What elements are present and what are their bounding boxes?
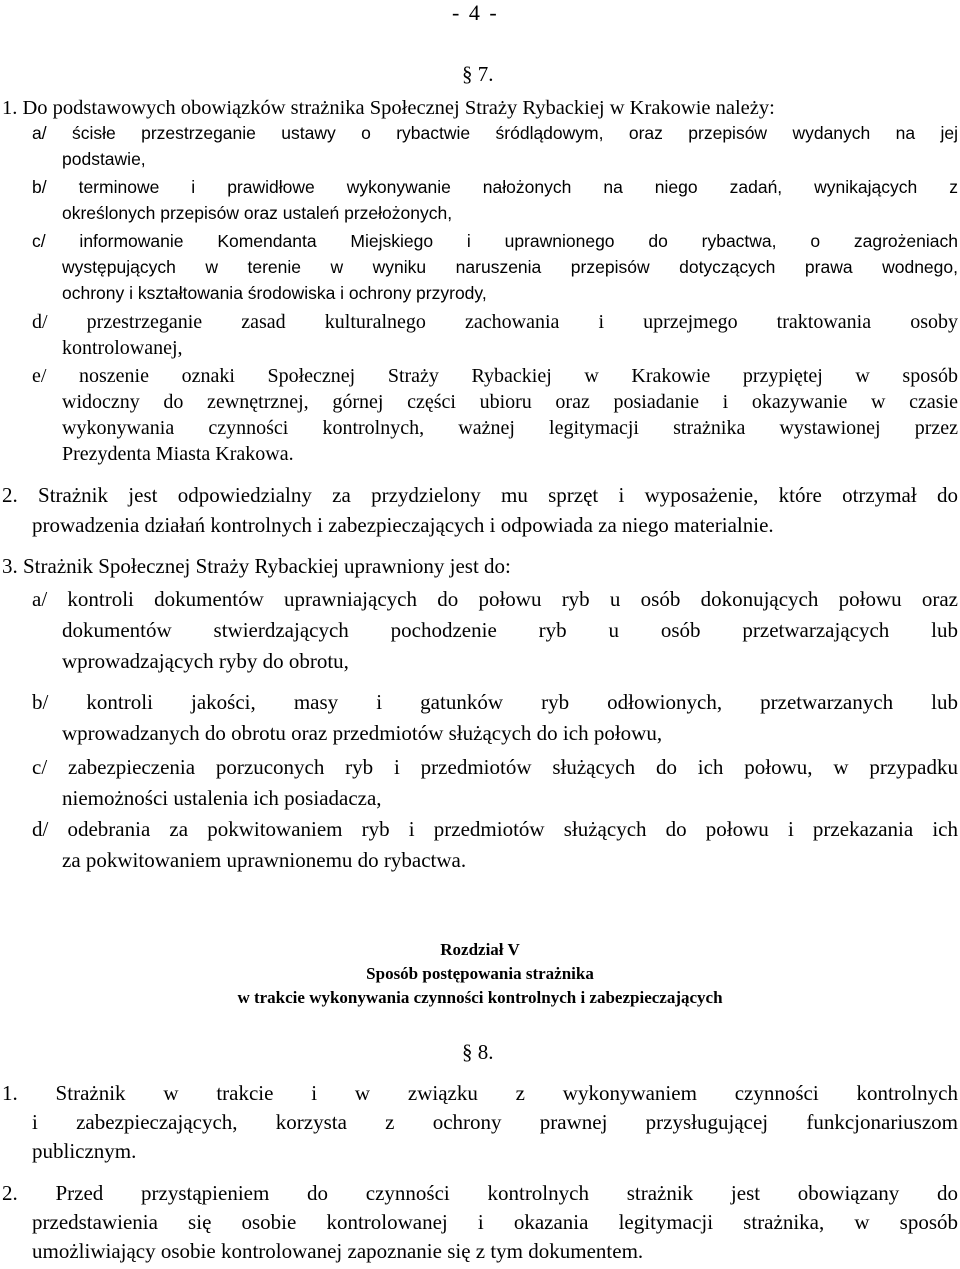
s7-p3-a-line3: wprowadzających ryby do obrotu, [62, 649, 349, 673]
section-8-title: § 8. [462, 1040, 494, 1064]
s7-p1-e-line3: wykonywania czynności kontrolnych, ważnej legitymacji strażnika wystawionej przez [62, 417, 958, 439]
s7-p3-b-line1: b/ kontroli jakości, masy i gatunków ryb odłowionych, przetwarzanych lub [32, 690, 958, 714]
s7-p1-c-line2: występujących w terenie w wyniku naruszenia przepisów dotyczących prawa wodnego, [62, 257, 958, 277]
s7-p1-a-line2: podstawie, [62, 149, 146, 169]
s7-p3-a-line2: dokumentów stwierdzających pochodzenie ryb u osób przetwarzających lub [62, 618, 958, 642]
s8-p1-line2: i zabezpieczających, korzysta z ochrony prawnej przysługującej funkcjonariuszom [32, 1110, 958, 1134]
chapter-subtitle-line2: w trakcie wykonywania czynności kontrolnych i zabezpieczających [237, 988, 723, 1007]
s7-p3-c-line2: niemożności ustalenia ich posiadacza, [62, 786, 382, 810]
s7-p1-e-line2: widoczny do zewnętrznej, górnej części ubioru oraz posiadanie i okazywanie w czasie [62, 391, 958, 413]
s8-p1-line1: 1. Strażnik w trakcie i w związku z wykonywaniem czynności kontrolnych [2, 1081, 958, 1105]
s7-p3-b-line2: wprowadzanych do obrotu oraz przedmiotów służących do ich połowu, [62, 721, 663, 745]
s7-p1-a-line1: a/ ścisłe przestrzeganie ustawy o rybactwie śródlądowym, oraz przepisów wydanych na jej [32, 123, 958, 143]
s8-p2-line2: przedstawienia się osobie kontrolowanej i okazania legitymacji strażnika, w sposób [32, 1210, 958, 1234]
s7-p3-c-line1: c/ zabezpieczenia porzuconych ryb i przedmiotów służących do ich połowu, w przypadku [32, 755, 958, 779]
s7-p1-c-line3: ochrony i kształtowania środowiska i ochrony przyrody, [62, 283, 487, 303]
s7-p1-d-line2: kontrolowanej, [62, 337, 183, 359]
s7-p3-d-line1: d/ odebrania za pokwitowaniem ryb i przedmiotów służących do połowu i przekazania ich [32, 817, 958, 841]
s7-p1-d-line1: d/ przestrzeganie zasad kulturalnego zachowania i uprzejmego traktowania osoby [32, 311, 958, 333]
s7-p1-b-line2: określonych przepisów oraz ustaleń przełożonych, [62, 203, 453, 223]
s8-p1-line3: publicznym. [32, 1139, 137, 1163]
section-7-title: § 7. [462, 62, 494, 86]
s8-p2-line1: 2. Przed przystąpieniem do czynności kontrolnych strażnik jest obowiązany do [2, 1181, 958, 1205]
chapter-title: Rozdział V [440, 940, 520, 959]
s7-p1-e-line1: e/ noszenie oznaki Społecznej Straży Rybackiej w Krakowie przypiętej w sposób [32, 365, 958, 387]
s7-p2-line2: prowadzenia działań kontrolnych i zabezpieczających i odpowiada za niego materialnie. [32, 513, 774, 537]
chapter-subtitle-line1: Sposób postępowania strażnika [366, 964, 594, 983]
s7-p3-d-line2: za pokwitowaniem uprawnionemu do rybactwa. [62, 848, 467, 872]
s7-p1-intro: 1. Do podstawowych obowiązków strażnika Społecznej Straży Rybackiej w Krakowie należy: [2, 97, 775, 119]
s7-p1-b-line1: b/ terminowe i prawidłowe wykonywanie nałożonych na niego zadań, wynikających z [32, 177, 958, 197]
s7-p3-a-line1: a/ kontroli dokumentów uprawniających do połowu ryb u osób dokonujących połowu oraz [32, 587, 958, 611]
s7-p1-c-line1: c/ informowanie Komendanta Miejskiego i uprawnionego do rybactwa, o zagrożeniach [32, 231, 958, 251]
s8-p2-line3: umożliwiający osobie kontrolowanej zapoznanie się z tym dokumentem. [32, 1239, 644, 1263]
page-number: - 4 - [452, 0, 499, 25]
s7-p3-intro: 3. Strażnik Społecznej Straży Rybackiej uprawniony jest do: [2, 554, 511, 578]
s7-p1-e-line4: Prezydenta Miasta Krakowa. [62, 443, 294, 465]
s7-p2-line1: 2. Strażnik jest odpowiedzialny za przydzielony mu sprzęt i wyposażenie, które otrzymał do [2, 483, 958, 507]
